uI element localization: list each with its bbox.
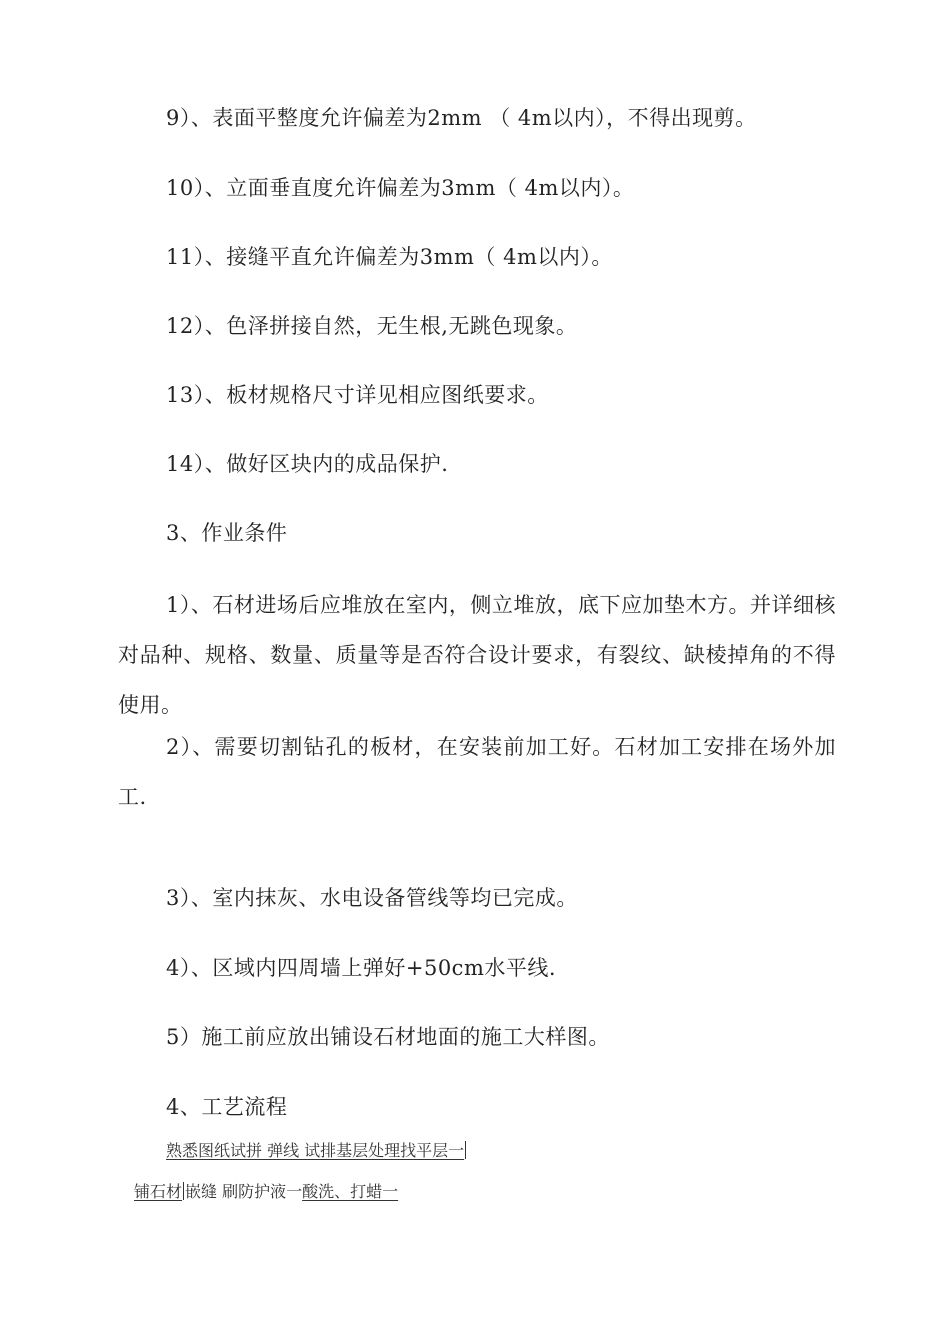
item-9: 9）、表面平整度允许偏差为2mm （ 4m以内），不得出现剪。 [166, 106, 757, 130]
item-10: 10）、立面垂直度允许偏差为3mm（ 4m以内）。 [166, 176, 635, 200]
item-12: 12）、色泽拼接自然，无生根,无跳色现象。 [166, 314, 578, 338]
section-3-paragraph-1: 1）、石材进场后应堆放在室内，侧立堆放，底下应加垫木方。并详细核对品种、规格、数量、质量等是否符合设计要求，有裂纹、缺棱掉角的不得使用。 [118, 593, 836, 717]
flow-line-1-text: 熟悉图纸试拼 弹线 试排基层处理找平层一 [166, 1141, 465, 1160]
item-14: 14）、做好区块内的成品保护. [166, 452, 449, 476]
flow-step-lay-stone: 铺石材 [134, 1182, 183, 1201]
section-3-paragraph-3: 3）、室内抹灰、水电设备管线等均已完成。 [166, 886, 578, 910]
section-3-paragraph-5: 5）施工前应放出铺设石材地面的施工大样图。 [166, 1025, 610, 1049]
item-11: 11）、接缝平直允许偏差为3mm（ 4m以内）。 [166, 245, 613, 269]
flow-line-1 [166, 1141, 467, 1161]
section-4-heading: 4、工艺流程 [166, 1095, 288, 1119]
section-3-paragraph-2: 2）、需要切割钻孔的板材，在安装前加工好。石材加工安排在场外加工. [118, 735, 836, 809]
item-13: 13）、板材规格尺寸详见相应图纸要求。 [166, 383, 549, 407]
section-3-paragraph-4: 4）、区域内四周墙上弹好+50cm水平线. [166, 956, 557, 980]
flow-divider [465, 1141, 466, 1159]
flow-line-2 [134, 1182, 398, 1202]
section-3-heading: 3、作业条件 [166, 521, 288, 545]
flow-divider [183, 1182, 184, 1200]
flow-step-pickle-wax: 酸洗、打蜡一 [302, 1182, 399, 1201]
flow-step-joint-protect: 嵌缝 刷防护液一 [185, 1182, 303, 1201]
